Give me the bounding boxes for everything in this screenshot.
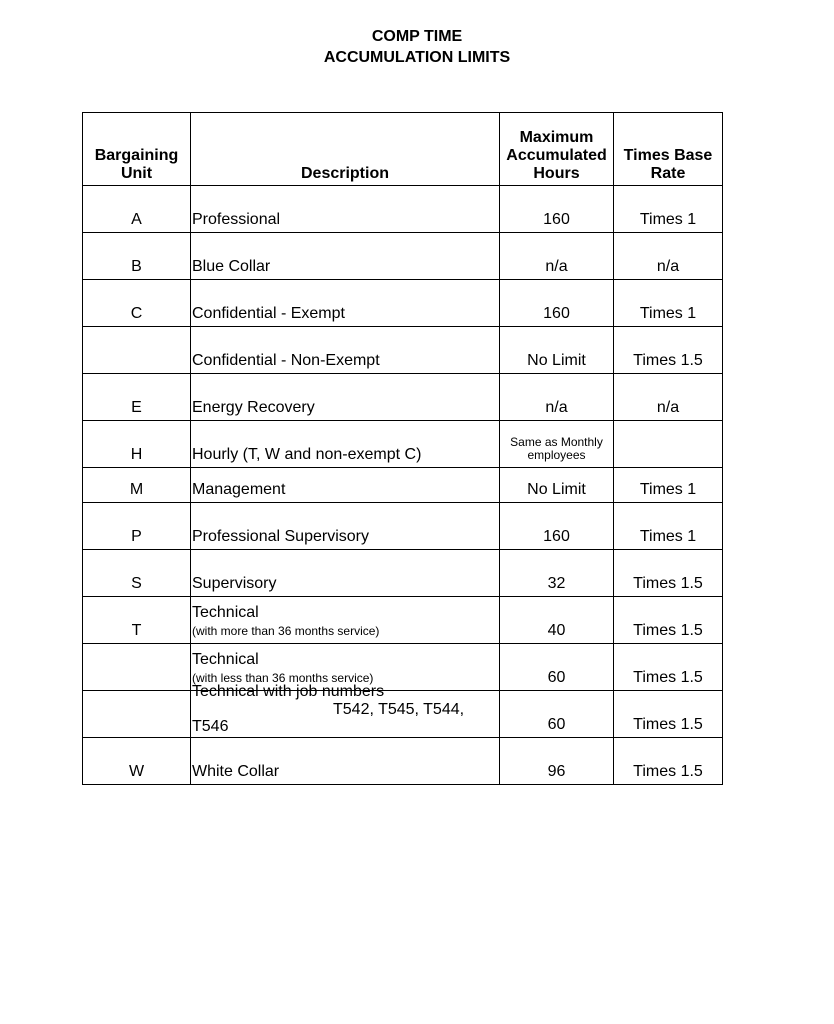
description-cell: Energy Recovery (191, 374, 500, 421)
table-row (83, 468, 723, 503)
table-header-row (83, 113, 723, 186)
hours-cell: No Limit (500, 468, 614, 503)
table-row (83, 280, 723, 327)
unit-cell (83, 327, 191, 374)
rate-cell: n/a (614, 233, 723, 280)
rate-cell: Times 1.5 (614, 644, 723, 691)
table-row (83, 738, 723, 785)
hours-cell: 60 (500, 691, 614, 738)
document-title-line1: COMP TIME (371, 28, 463, 45)
unit-cell: W (83, 738, 191, 785)
hours-cell: 160 (500, 280, 614, 327)
unit-cell: T (83, 597, 191, 644)
description-cell: Technical with job numbers T542, T545, T544, T546 (191, 691, 500, 738)
header-description: Description (191, 113, 500, 186)
rate-cell (614, 421, 723, 468)
unit-cell: A (83, 186, 191, 233)
hours-cell: 60 (500, 644, 614, 691)
rate-cell: Times 1 (614, 186, 723, 233)
description-cell: Professional Supervisory (191, 503, 500, 550)
table-row (83, 503, 723, 550)
service-note: (with more than 36 months service) (192, 624, 380, 638)
table-row (83, 374, 723, 421)
description-cell: Confidential - Non-Exempt (191, 327, 500, 374)
description-cell: Confidential - Exempt (191, 280, 500, 327)
rate-cell: Times 1.5 (614, 550, 723, 597)
rate-cell: Times 1 (614, 280, 723, 327)
rate-cell: n/a (614, 374, 723, 421)
service-note: (with less than 36 months service) (192, 671, 374, 685)
table-row (83, 691, 723, 738)
table-row (83, 644, 723, 691)
description-cell: Management (191, 468, 500, 503)
comp-time-limits-table (82, 112, 723, 785)
hours-cell: 160 (500, 503, 614, 550)
unit-cell: M (83, 468, 191, 503)
header-bargaining-unit: Bargaining Unit (83, 113, 191, 186)
description-cell: Technical (with less than 36 months service) (191, 644, 500, 691)
unit-cell: P (83, 503, 191, 550)
table-row (83, 421, 723, 468)
unit-cell: C (83, 280, 191, 327)
hours-cell: 32 (500, 550, 614, 597)
description-cell: Technical (with more than 36 months service) (191, 597, 500, 644)
rate-cell: Times 1 (614, 503, 723, 550)
hours-cell: No Limit (500, 327, 614, 374)
description-cell: Hourly (T, W and non-exempt C) (191, 421, 500, 468)
unit-cell (83, 691, 191, 738)
unit-cell: H (83, 421, 191, 468)
hours-cell: 96 (500, 738, 614, 785)
hours-cell: Same as Monthly employees (500, 421, 614, 468)
rate-cell: Times 1.5 (614, 327, 723, 374)
hours-cell: 40 (500, 597, 614, 644)
document-title-line2: ACCUMULATION LIMITS (323, 49, 511, 66)
hours-cell: n/a (500, 374, 614, 421)
unit-cell (83, 644, 191, 691)
description-cell: Supervisory (191, 550, 500, 597)
unit-cell: B (83, 233, 191, 280)
header-times-base-rate: Times Base Rate (614, 113, 723, 186)
header-max-hours: Maximum Accumulated Hours (500, 113, 614, 186)
hours-cell: 160 (500, 186, 614, 233)
rate-cell: Times 1.5 (614, 738, 723, 785)
unit-cell: S (83, 550, 191, 597)
table-row (83, 233, 723, 280)
table-row (83, 186, 723, 233)
hours-cell: n/a (500, 233, 614, 280)
description-cell: Professional (191, 186, 500, 233)
rate-cell: Times 1.5 (614, 597, 723, 644)
table-row (83, 327, 723, 374)
description-cell: White Collar (191, 738, 500, 785)
table-row (83, 597, 723, 644)
table-row (83, 550, 723, 597)
rate-cell: Times 1 (614, 468, 723, 503)
description-cell: Blue Collar (191, 233, 500, 280)
rate-cell: Times 1.5 (614, 691, 723, 738)
unit-cell: E (83, 374, 191, 421)
